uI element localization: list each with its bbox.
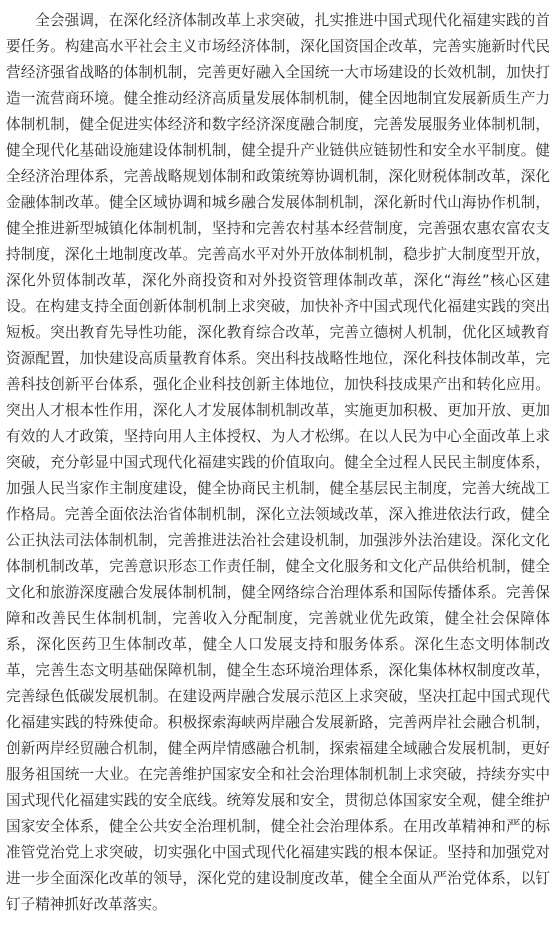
article-paragraph: 全会强调，在深化经济体制改革上求突破，扎实推进中国式现代化福建实践的首要任务。构建高水平社会主义市场经济体制，深化国资国企改革，完善实施新时代民营经济强省战略的体制机制，完善更好融入全国统一大市场建设的长效机制，加快打造一流营商环境。健全推动经济高质量发展体制机制，健全因地制宜发展新质生产力体制机制，健全促进实体经济和数字经济深度融合制度，完善发展服务业体制机制，健全现代化基础设施建设体制机制，健全提升产业链供应链韧性和安全水平制度。健全经济治理体系，完善战略规划体制和政策统筹协调机制，深化财税体制改革，深化金融体制改革。健全区域协调和城乡融合发展体制机制，深化新时代山海协作机制，健全推进新型城镇化体制机制，坚持和完善农村基本经营制度，完善强农惠农富农支持制度，深化土地制度改革。完善高水平对外开放体制机制，稳步扩大制度型开放，深化外贸体制改革，深化外商投资和对外投资管理体制改革，深化“海丝”核心区建设。在构建支持全面创新体制机制上求突破，加快补齐中国式现代化福建实践的突出短板。突出教育先导性功能，深化教育综合改革，完善立德树人机制，优化区域教育资源配置，加快建设高质量教育体系。突出科技战略性地位，深化科技体制改革，完善科技创新平台体系，强化企业科技创新主体地位，加快科技成果产出和转化应用。突出人才根本性作用，深化人才发展体制机制改革，实施更加积极、更加开放、更加有效的人才政策，坚持向用人主体授权、为人才松绑。在以人民为中心全面改革上求突破，充分彰显中国式现代化福建实践的价值取向。健全全过程人民民主制度体系，加强人民当家作主制度建设，健全协商民主机制，健全基层民主制度，完善大统战工作格局。完善全面依法治省体制机制，深化立法领域改革，深入推进依法行政，健全公正执法司法体制机制，完善推进法治社会建设机制，加强涉外法治建设。深化文化体制机制改革，完善意识形态工作责任制，健全文化服务和文化产品供给机制，健全文化和旅游深度融合发展体制机制，健全网络综合治理体系和国际传播体系。完善保障和改善民生体制机制，完善收入分配制度，完善就业优先政策，健全社会保障体系，深化医药卫生体制改革，健全人口发展支持和服务体系。深化生态文明体制改革，完善生态文明基础保障机制，健全生态环境治理体系，深化集体林权制度改革，完善绿色低碳发展机制。在建设两岸融合发展示范区上求突破，坚决扛起中国式现代化福建实践的特殊使命。积极探索海峡两岸融合发展新路，完善两岸社会融合机制，创新两岸经贸融合机制，健全两岸情感融合机制，探索福建全域融合发展机制，更好服务祖国统一大业。在完善维护国家安全和社会治理体制机制上求突破，持续夯实中国式现代化福建实践的安全底线。统筹发展和安全，贯彻总体国家安全观，健全维护国家安全体系，健全公共安全治理机制，健全社会治理体系。在用改革精神和严的标准管党治党上求突破，切实强化中国式现代化福建实践的根本保证。坚持和加强党对进一步全面深化改革的领导，深化党的建设制度改革，健全全面从严治党体系，以钉钉子精神抓好改革落实。 [6, 12, 550, 913]
